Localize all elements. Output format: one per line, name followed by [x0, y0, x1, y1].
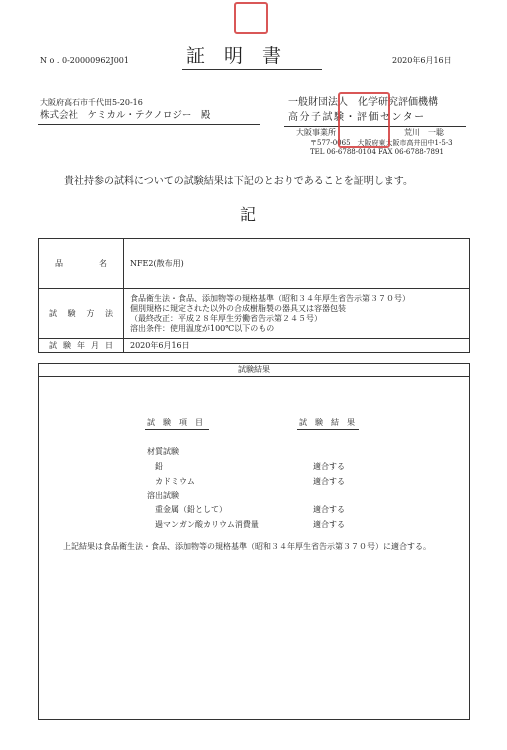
method-line: 食品衛生法・食品、添加物等の規格基準（昭和３４年厚生省告示第３７０号） [130, 293, 410, 303]
result-item: カドミウム [155, 477, 195, 486]
issuer-tel-fax: TEL 06-6788-0104 FAX 06-6788-7891 [310, 148, 444, 156]
product-label: 品名 [55, 258, 107, 268]
recipient-underline [38, 124, 260, 125]
result-value: 適合する [313, 462, 345, 471]
issuer-office: 大阪事業所 [296, 128, 336, 137]
product-value: NFE2(散布用) [124, 239, 470, 289]
col-header-item: 試 験 項 目 [147, 418, 203, 427]
certification-statement: 貴社持参の試料についての試験結果は下記のとおりであることを証明します。 [64, 176, 413, 187]
results-box [38, 363, 470, 720]
title-underline [182, 69, 322, 70]
issuer-org-name: 一般財団法人 化学研究評価機構 [288, 97, 438, 108]
method-line: 個別規格に規定された以外の合成樹脂製の器具又は容器包装 [130, 303, 346, 313]
ki-heading: 記 [240, 205, 257, 224]
method-line: 溶出条件：使用温度が100℃以下のもの [130, 323, 275, 333]
issuer-manager: 荒川 一聡 [404, 128, 444, 137]
document-title: 証 明 書 [186, 45, 282, 67]
top-seal-stamp [234, 2, 268, 34]
result-value: 適合する [313, 505, 345, 514]
date-label: 試験年月日 [49, 340, 113, 350]
issuer-seal-stamp [338, 92, 390, 148]
result-item: 過マンガン酸カリウム消費量 [155, 520, 259, 529]
result-value: 適合する [313, 520, 345, 529]
test-info-table [38, 238, 470, 353]
result-item: 溶出試験 [147, 491, 179, 500]
result-item: 鉛 [155, 462, 163, 471]
col-header-result-underline [297, 429, 359, 430]
result-item: 重金属（鉛として） [155, 505, 227, 514]
recipient-name: 株式会社 ケミカル・テクノロジー 殿 [40, 110, 211, 121]
result-value: 適合する [313, 477, 345, 486]
date-label-cell [39, 339, 124, 353]
method-label-cell [39, 289, 124, 339]
issue-date: 2020年6月16日 [392, 56, 452, 65]
product-label-cell [39, 239, 124, 289]
recipient-address: 大阪府高石市千代田5-20-16 [40, 98, 143, 107]
issuer-center-name: 高分子試験・評価センター [288, 112, 426, 123]
document-number: N o . 0-20000962J001 [40, 56, 129, 65]
col-header-result: 試 験 結 果 [299, 418, 355, 427]
issuer-address: 〒577-0065 大阪府東大阪市高井田中1-5-3 [310, 139, 453, 147]
date-value: 2020年6月16日 [124, 339, 470, 353]
results-conclusion: 上記結果は食品衛生法・食品、添加物等の規格基準（昭和３４年厚生省告示第３７０号）に適合する。 [63, 542, 431, 551]
method-line: （最終改正：平成２８年厚生労働省告示第２４５号） [130, 313, 322, 323]
method-value [124, 289, 470, 339]
result-item: 材質試験 [147, 447, 179, 456]
method-label: 試験方法 [49, 308, 113, 318]
results-title: 試験結果 [39, 364, 469, 377]
col-header-item-underline [145, 429, 209, 430]
